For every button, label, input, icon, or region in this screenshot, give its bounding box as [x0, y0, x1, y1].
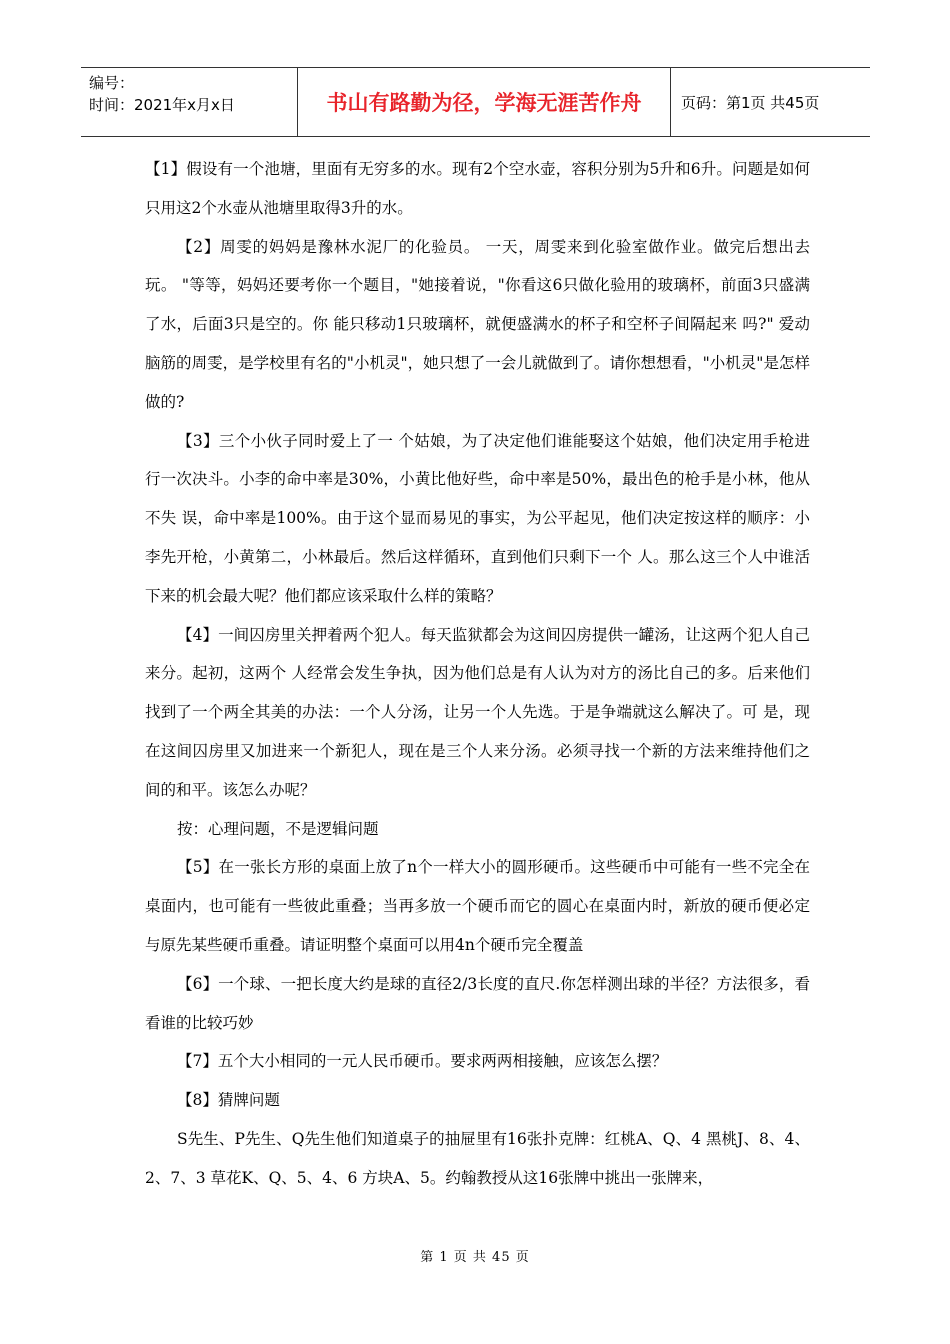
page-footer: 第 1 页 共 45 页	[420, 1250, 530, 1265]
paragraph-8-title: 【8】猜牌问题	[177, 1091, 280, 1110]
paragraph-7: 【7】五个大小相同的一元人民币硬币。要求两两相接触，应该怎么摆？	[177, 1052, 668, 1071]
paragraph-2: 【2】周雯的妈妈是豫林水泥厂的化验员。 一天，周雯来到化验室做作业。做完后想出去玩。 "等等，妈妈还要考你一个题目，"她接着说，"你看这6只做化验用的玻璃杯，前面3只盛满了水，后面3只是空的。你 能只移动1只玻璃杯，就便盛满水的杯子和空杯子间隔起来 吗?" 爱动脑筋的周雯，是学校里有名的"小机灵"，她只想了一会儿就做到了。请你想想看，"小机灵"是怎样做的?	[145, 237, 810, 411]
doc-number-label: 编号：	[89, 74, 135, 92]
paragraph-8-body: S先生、P先生、Q先生他们知道桌子的抽屉里有16张扑克牌：红桃A、Q、4 黑桃J、8、4、2、7、3 草花K、Q、5、4、6 方块A、5。约翰教授从这16张牌中挑出一张牌来，	[145, 1129, 810, 1187]
header-left-cell	[81, 68, 298, 136]
page-info: 页码：第1页 共45页	[681, 93, 820, 112]
paragraph-6: 【6】一个球、一把长度大约是球的直径2/3长度的直尺.你怎样测出球的半径？方法很多，看看谁的比较巧妙	[145, 974, 810, 1032]
note-paragraph: 按：心理问题，不是逻辑问题	[177, 819, 379, 838]
paragraph-5: 【5】在一张长方形的桌面上放了n个一样大小的圆形硬币。这些硬币中可能有一些不完全在桌面内，也可能有一些彼此重叠；当再多放一个硬币而它的圆心在桌面内时，新放的硬币便必定与原先某些硬币重叠。请证明整个桌面可以用4n个硬币完全覆盖	[145, 858, 810, 954]
paragraph-4: 【4】一间囚房里关押着两个犯人。每天监狱都会为这间囚房提供一罐汤，让这两个犯人自己来分。起初，这两个 人经常会发生争执，因为他们总是有人认为对方的汤比自己的多。后来他们找到了一个两全其美的办法：一个人分汤，让另一个人先选。于是争端就这么解决了。可 是，现在这间囚房里又加进来一个新犯人，现在是三个人来分汤。必须寻找一个新的方法来维持他们之间的和平。该怎么办呢？	[145, 625, 810, 799]
header-table	[81, 67, 870, 137]
motto: 书山有路勤为径，学海无涯苦作舟	[298, 68, 671, 136]
paragraph-1: 【1】假设有一个池塘，里面有无穷多的水。现有2个空水壶，容积分别为5升和6升。问题是如何只用这2个水壶从池塘里取得3升的水。	[145, 160, 810, 217]
date-line: 时间：2021年x月x日	[89, 96, 235, 114]
document-body	[145, 150, 810, 1198]
paragraph-3: 【3】三个小伙子同时爱上了一 个姑娘，为了决定他们谁能娶这个姑娘，他们决定用手枪进行一次决斗。小李的命中率是30%，小黄比他好些，命中率是50%，最出色的枪手是小林，他从不失 误，命中率是100%。由于这个显而易见的事实，为公平起见，他们决定按这样的顺序：小李先开枪，小黄第二，小林最后。然后这样循环，直到他们只剩下一个 人。那么这三个人中谁活下来的机会最大呢？他们都应该采取什么样的策略？	[145, 431, 810, 605]
